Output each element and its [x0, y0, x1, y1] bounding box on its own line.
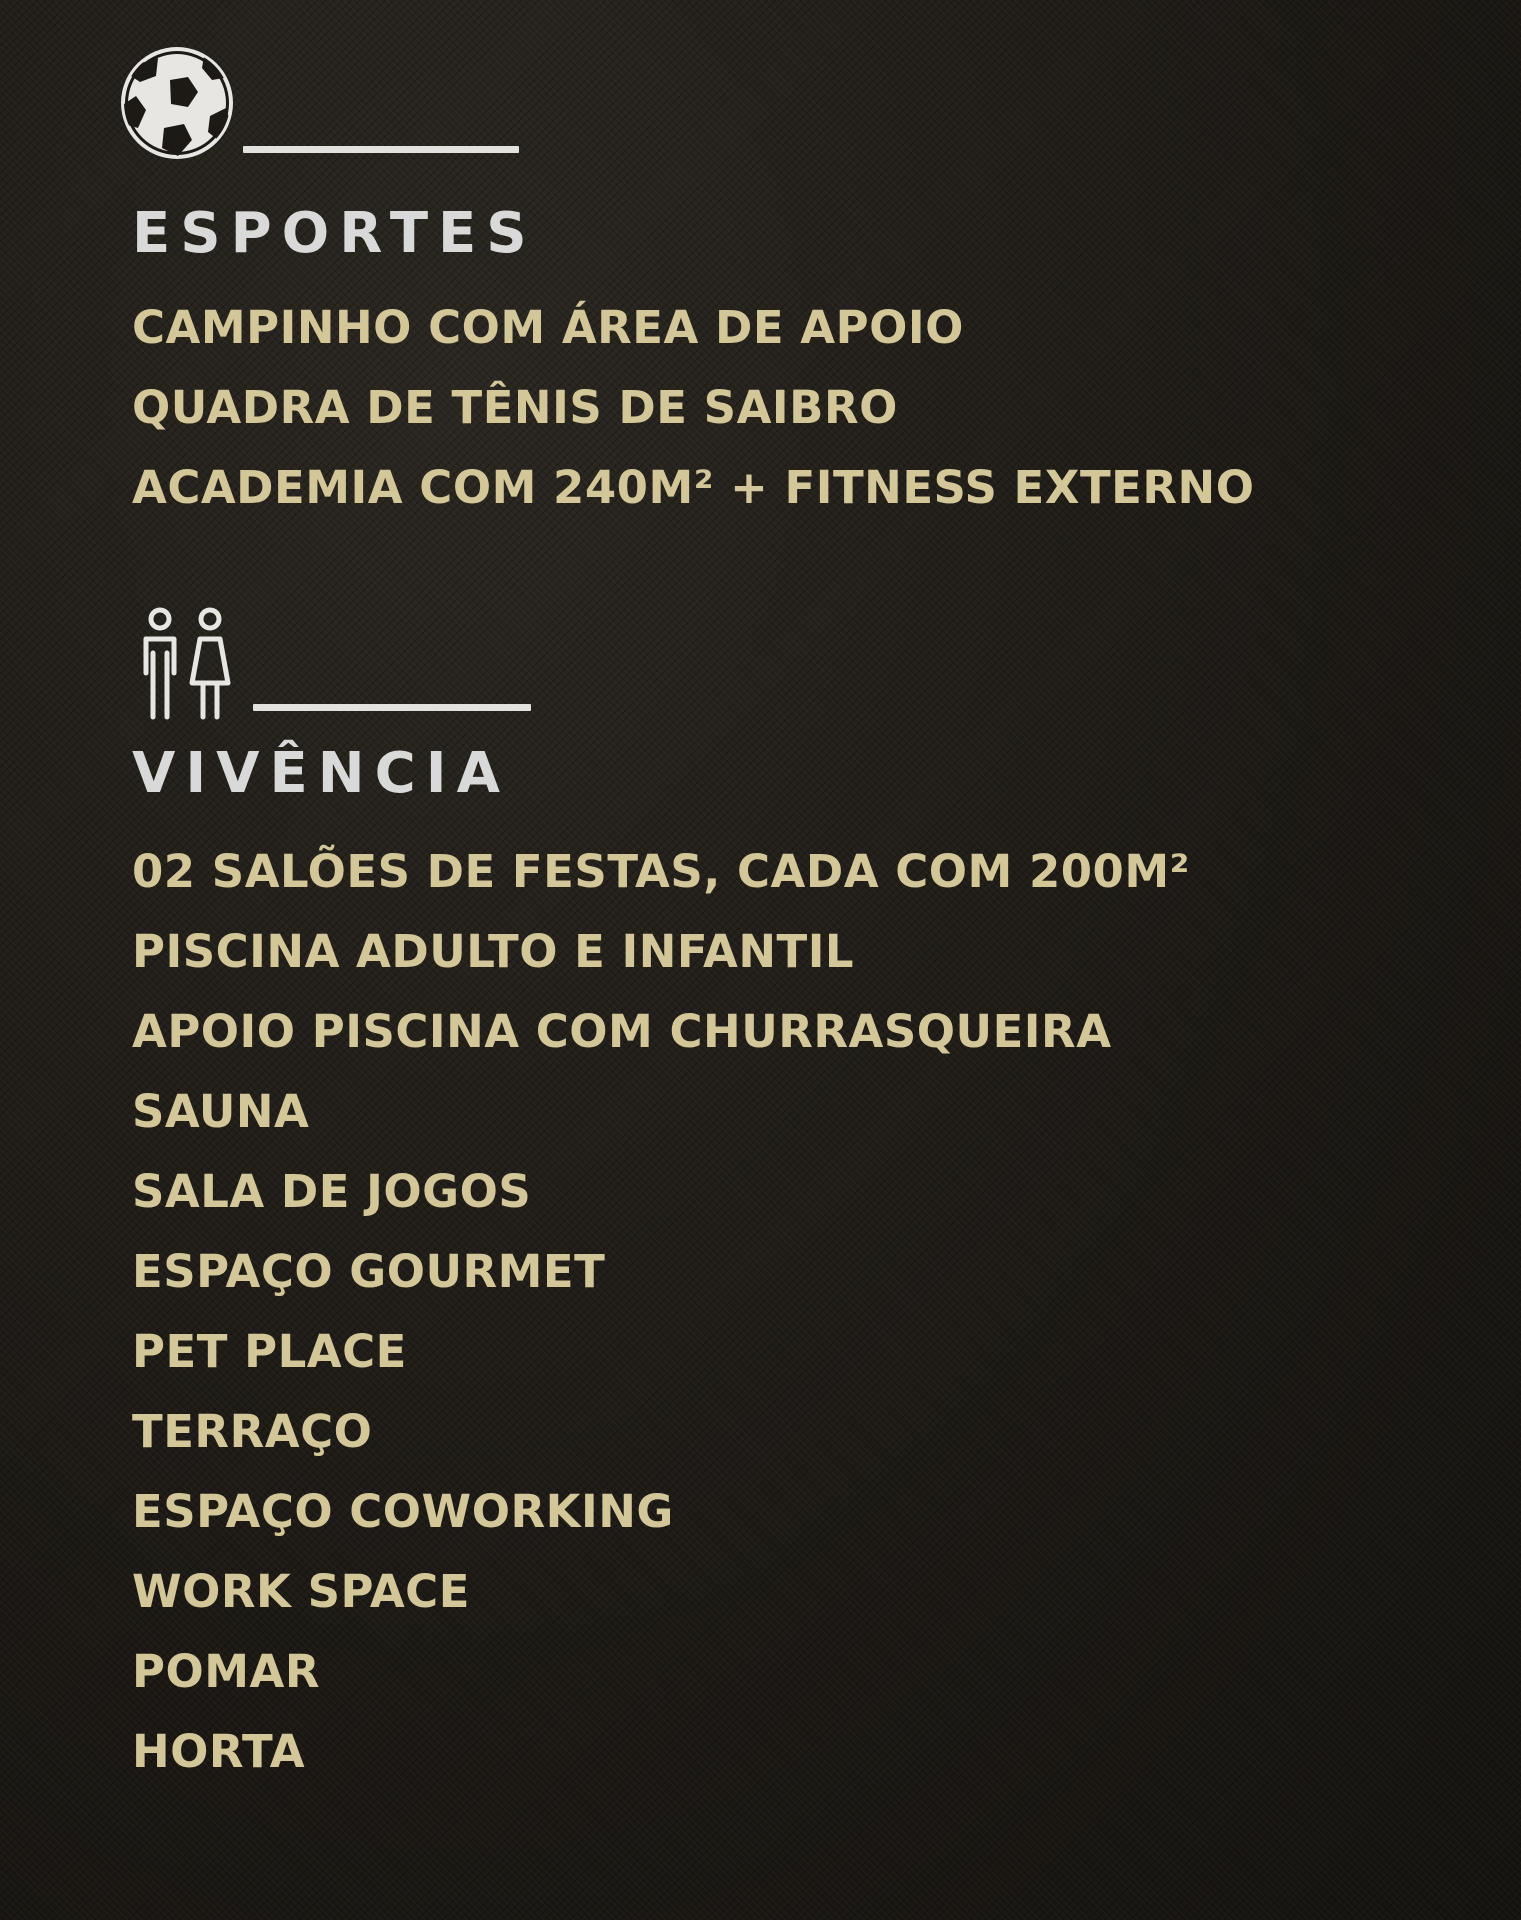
list-item: ESPAÇO GOURMET: [132, 1245, 606, 1298]
soccer-ball-icon: [118, 44, 236, 166]
vivencia-list: [132, 832, 1190, 1792]
list-item: HORTA: [132, 1725, 306, 1778]
list-item: QUADRA DE TÊNIS DE SAIBRO: [132, 381, 898, 434]
esportes-divider-line: [243, 146, 519, 153]
list-item: CAMPINHO COM ÁREA DE APOIO: [132, 301, 964, 354]
esportes-icon-row: [118, 44, 538, 164]
list-item: TERRAÇO: [132, 1405, 373, 1458]
vivencia-title: VIVÊNCIA: [132, 741, 510, 806]
esportes-list: [132, 288, 1254, 528]
vivencia-icon-row: [118, 605, 538, 725]
list-item: SAUNA: [132, 1085, 310, 1138]
list-item: POMAR: [132, 1645, 320, 1698]
esportes-title: ESPORTES: [132, 201, 537, 266]
list-item: WORK SPACE: [132, 1565, 470, 1618]
list-item: APOIO PISCINA COM CHURRASQUEIRA: [132, 1005, 1112, 1058]
vivencia-divider-line: [253, 704, 531, 711]
list-item: 02 SALÕES DE FESTAS, CADA COM 200M²: [132, 845, 1190, 898]
list-item: PET PLACE: [132, 1325, 407, 1378]
man-woman-icon: [138, 605, 238, 727]
list-item: ACADEMIA COM 240M² + FITNESS EXTERNO: [132, 461, 1255, 514]
list-item: PISCINA ADULTO E INFANTIL: [132, 925, 855, 978]
list-item: SALA DE JOGOS: [132, 1165, 532, 1218]
list-item: ESPAÇO COWORKING: [132, 1485, 674, 1538]
